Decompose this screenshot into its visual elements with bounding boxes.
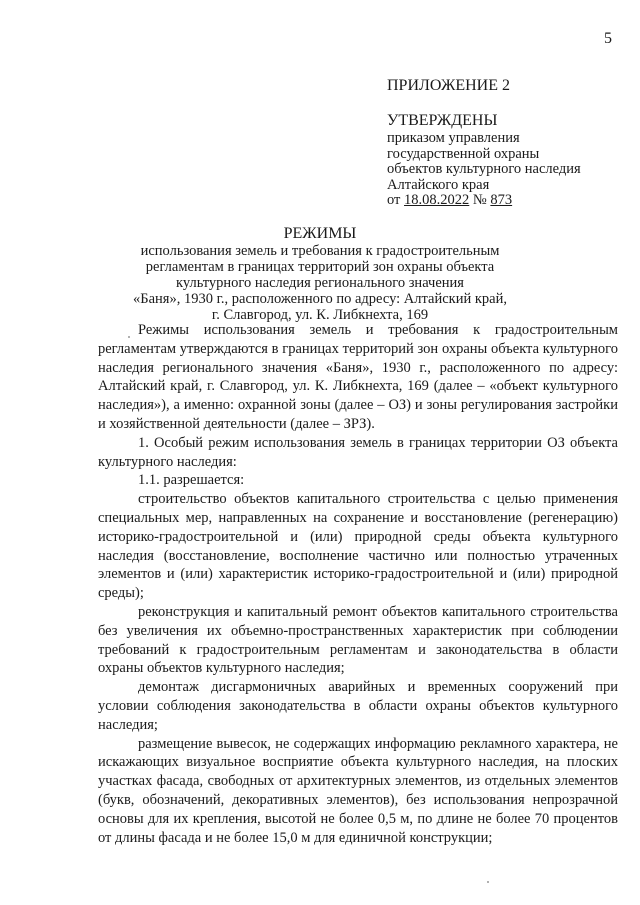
scan-speck: [128, 336, 130, 338]
title-line: регламентам в границах территорий зон охраны объекта: [145, 259, 495, 275]
approval-line: приказом управления: [387, 130, 520, 146]
approval-line: Алтайского края: [387, 176, 490, 193]
title-line: «Баня», 1930 г., расположенного по адресу: Алтайский край,: [133, 291, 507, 307]
title-line: культурного наследия регионального значения: [176, 275, 464, 291]
date-prefix: от: [387, 192, 405, 208]
paragraph-item-construction: строительство объектов капитального строительства с целью применения специальных мер, направленных на сохранение и восстановление (регенерацию) историко-градостроительной и (или) природной среды объекта культурного наследия (восстановление, восполнение частично или полностью утраченных элементов и (или) характеристик историко-градостроительной и (или) природной среды);: [98, 491, 618, 602]
paragraph-item-signs: размещение вывесок, не содержащих информацию рекламного характера, не искажающих визуальное восприятие объекта культурного наследия, на плоских участках фасада, свободных от архитектурных элементов, из отдельных элементов (букв, обозначений, декоративных элементов), без использования непрозрачной основы для их крепления, высотой не более 0,5 м, по длине не более 70 процентов от длины фасада и не более 15,0 м для единичной конструкции;: [98, 735, 618, 846]
title-main: РЕЖИМЫ: [283, 225, 357, 242]
paragraph-item-reconstruction: реконструкция и капитальный ремонт объектов капитального строительства без увеличения их объемно-пространственных характеристик при соблюдении требований к градостроительным регламентам и законодательства в области охраны объектов культурного наследия;: [98, 603, 618, 677]
paragraph-subsection-1-1: 1.1. разрешается:: [138, 472, 245, 489]
paragraph-item-demolition: демонтаж дисгармоничных аварийных и временных сооружений при условии соблюдения законодательства в области охраны объектов культурного наследия;: [98, 679, 618, 733]
approval-block: [387, 112, 581, 209]
approval-number: 873: [490, 192, 513, 208]
approval-line: объектов культурного наследия: [387, 161, 581, 177]
document-body: [98, 321, 618, 847]
document-title: [0, 225, 640, 323]
approval-line: государственной охраны: [387, 145, 540, 162]
paragraph-intro: Режимы использования земель и требования к градостроительным регламентам утверждаются в границах территорий зон охраны объекта культурного наследия регионального значения «Баня», 1930 г., расположенного по адресу: Алтайский край, г. Славгород, ул. К. Либкнехта, 169 (далее – «объект культурного наследия»), а именно: охранной зоны (далее – ОЗ) и зоны регулирования застройки и хозяйственной деятельности (далее – ЗРЗ).: [98, 322, 618, 432]
title-line: г. Славгород, ул. К. Либкнехта, 169: [211, 307, 429, 323]
approval-date: 18.08.2022: [404, 192, 470, 208]
paragraph-section-1: 1. Особый режим использования земель в границах территории ОЗ объекта культурного наследия:: [98, 434, 618, 470]
approval-date-line: [387, 193, 581, 209]
number-sign: №: [469, 192, 491, 208]
title-line: использования земель и требования к градостроительным: [140, 243, 500, 259]
appendix-label: ПРИЛОЖЕНИЕ 2: [387, 77, 511, 94]
approval-heading: УТВЕРЖДЕНЫ: [387, 112, 498, 129]
page-number: 5: [604, 30, 612, 47]
scan-speck: [487, 881, 489, 883]
